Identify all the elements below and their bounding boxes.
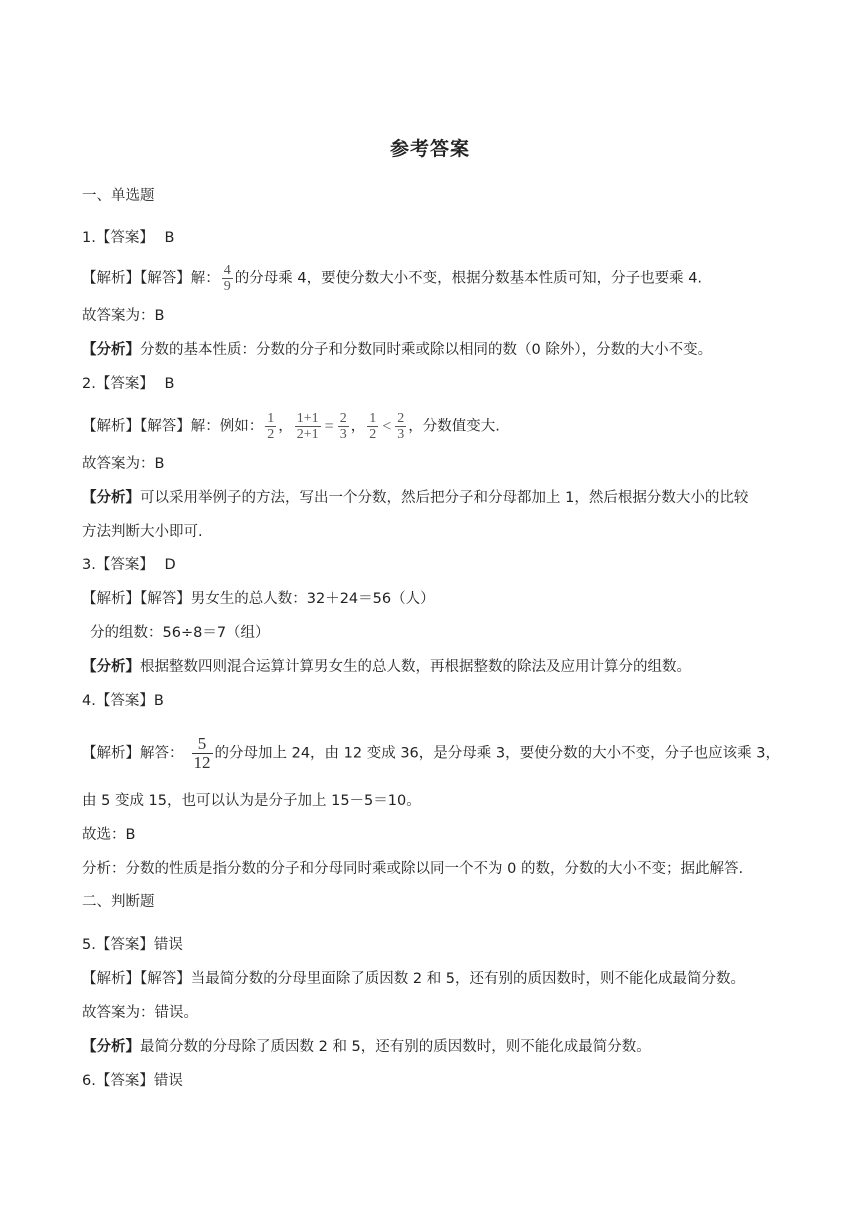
q2-analysis-label: 【分析】 [82, 490, 140, 506]
q3-answer-label: 3.【答案】 [82, 557, 154, 573]
q2-f2-num: 1+1 [296, 411, 319, 426]
q3-analysis-text: 根据整数四则混合运算计算男女生的总人数，再根据整数的除法及应用计算分的组数。 [140, 659, 691, 675]
q2-fraction-5 [395, 412, 406, 441]
q2-fraction-2 [295, 412, 321, 441]
q2-f5-den: 3 [397, 427, 405, 442]
q2-f3-num: 2 [339, 411, 347, 426]
q1-frac-den: 9 [223, 279, 231, 294]
q3-explain-prefix: 【解析】【解答】 [82, 591, 191, 607]
q3-analysis [82, 656, 691, 678]
q4-fraction [192, 736, 213, 771]
q2-f1-num: 1 [267, 411, 275, 426]
q3-answer-line [82, 554, 176, 576]
q2-f5-num: 2 [397, 411, 405, 426]
q4-explain-prefix: 【解析】解答： [82, 745, 184, 762]
q4-result: 故选：B [82, 827, 136, 843]
q4-explanation-line-1 [82, 736, 780, 771]
q1-analysis-label: 【分析】 [82, 342, 140, 358]
q6-answer-line [82, 1070, 183, 1092]
q4-frac-den: 12 [193, 753, 211, 772]
q6-answer-label: 6.【答案】 [82, 1073, 154, 1089]
q2-explain-prefix: 【解析】【解答】解：例如： [82, 418, 264, 435]
q5-explain-text: 当最简分数的分母里面除了质因数 2 和 5，还有别的质因数时，则不能化成最简分数。 [190, 971, 746, 987]
q1-frac-num: 4 [223, 263, 231, 278]
q5-analysis [82, 1036, 651, 1058]
q5-answer-value: 错误 [153, 937, 183, 953]
q4-answer-label: 4.【答案】 [82, 693, 154, 709]
q1-answer-line [82, 227, 174, 249]
q2-f4-num: 1 [369, 411, 377, 426]
q4-answer-line [82, 690, 164, 712]
q1-answer-label: 1.【答案】 [82, 230, 154, 246]
q1-fraction [222, 264, 233, 293]
q3-explanation-line-1 [82, 588, 435, 610]
page-title: 参考答案 [389, 138, 470, 160]
q4-frac-num: 5 [197, 734, 207, 753]
section-heading-single-choice: 一、单选题 [82, 188, 155, 204]
q2-analysis-text-1: 可以采用举例子的方法，写出一个分数，然后把分子和分母都加上 1，然后根据分数大小的比较 [140, 490, 749, 506]
q5-explain-prefix: 【解析】【解答】 [82, 971, 191, 987]
q2-f2-den: 2+1 [296, 427, 319, 442]
q1-result: 故答案为：B [82, 308, 165, 324]
q4-answer-value: B [153, 693, 164, 709]
q5-result: 故答案为：错误。 [82, 1005, 198, 1021]
q2-result: 故答案为：B [82, 456, 165, 472]
q2-f1-den: 2 [267, 427, 275, 442]
q2-comma-2: ， [350, 418, 366, 435]
q2-explanation [82, 412, 500, 441]
q5-explanation [82, 968, 745, 990]
q2-fraction-3 [338, 412, 349, 441]
q2-fraction-4 [367, 412, 378, 441]
q3-explain-text-1: 男女生的总人数：32＋24＝56（人） [190, 591, 435, 607]
q3-answer-value: D [164, 557, 176, 573]
q1-analysis-text: 分数的基本性质：分数的分子和分数同时乘或除以相同的数（0 除外），分数的大小不变。 [140, 342, 713, 358]
q2-less-than-sign: < [382, 417, 392, 435]
q4-explain-rest: 的分母加上 24，由 12 变成 36，是分母乘 3，要使分数的大小不变，分子也应该乘 3， [214, 745, 780, 762]
q4-analysis: 分析：分数的性质是指分数的分子和分母同时乘或除以同一个不为 0 的数，分数的大小不变；据此解答. [82, 861, 744, 877]
q1-explain-prefix: 【解析】【解答】解： [82, 270, 220, 287]
q2-answer-value: B [164, 376, 175, 392]
q2-analysis-line-2: 方法判断大小即可. [82, 524, 203, 540]
q2-fraction-1 [265, 412, 276, 441]
q1-explain-rest: 的分母乘 4，要使分数大小不变，根据分数基本性质可知，分子也要乘 4. [234, 270, 703, 287]
q2-analysis-line-1 [82, 487, 748, 509]
q3-explanation-line-2: 分的组数：56÷8＝7（组） [90, 625, 270, 641]
q2-equals-sign: = [324, 417, 334, 435]
q1-analysis [82, 339, 712, 361]
q5-answer-label: 5.【答案】 [82, 937, 154, 953]
q5-analysis-text: 最简分数的分母除了质因数 2 和 5，还有别的质因数时，则不能化成最简分数。 [140, 1039, 651, 1055]
q2-f3-den: 3 [339, 427, 347, 442]
q5-analysis-label: 【分析】 [82, 1039, 140, 1055]
q2-f4-den: 2 [369, 427, 377, 442]
q2-explain-rest: ，分数值变大. [408, 418, 500, 435]
q3-analysis-label: 【分析】 [82, 659, 140, 675]
q2-answer-line [82, 373, 174, 395]
q4-explanation-line-2: 由 5 变成 15，也可以认为是分子加上 15－5＝10。 [82, 793, 421, 809]
q6-answer-value: 错误 [153, 1073, 183, 1089]
q2-answer-label: 2.【答案】 [82, 376, 154, 392]
q2-comma-1: ， [278, 418, 293, 435]
q5-answer-line [82, 934, 183, 956]
section-heading-true-false: 二、判断题 [82, 894, 155, 910]
q1-answer-value: B [164, 230, 175, 246]
q1-explanation [82, 264, 702, 293]
